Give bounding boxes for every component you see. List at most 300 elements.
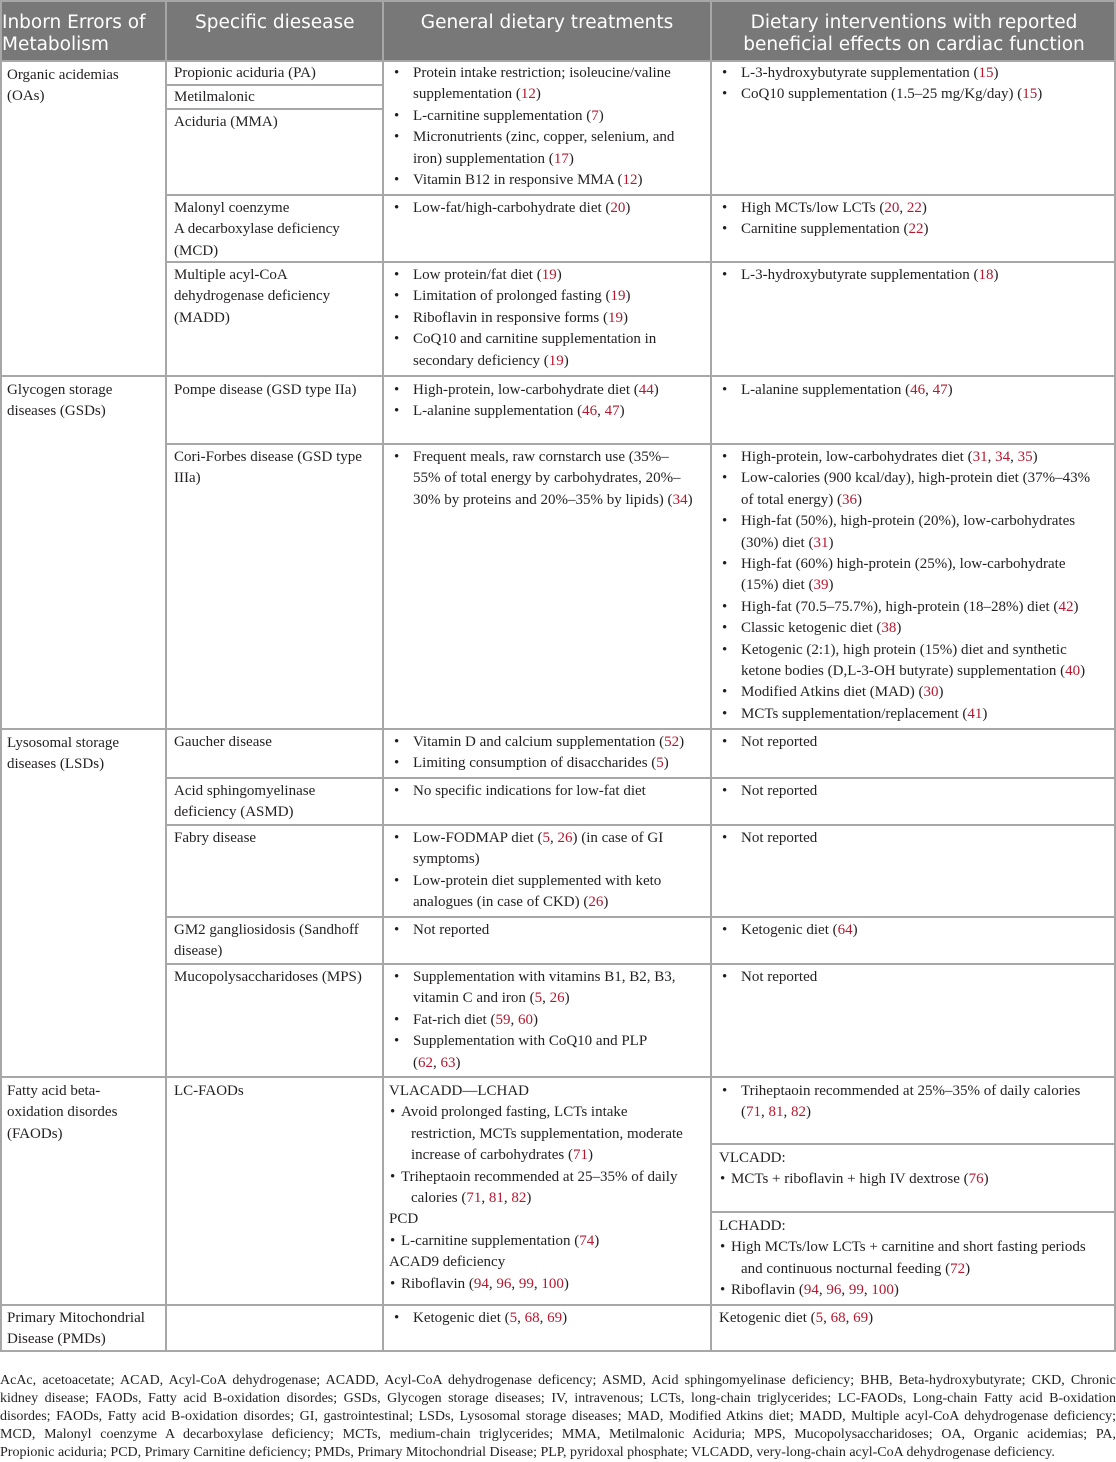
text-run: ) bbox=[563, 352, 569, 369]
reference-link[interactable]: 38 bbox=[881, 620, 897, 637]
text-run: ) bbox=[806, 1104, 811, 1121]
bullet-icon: • bbox=[394, 1011, 400, 1028]
disease-name bbox=[174, 308, 230, 329]
cardiac-intervention-item bbox=[741, 447, 1038, 468]
cardiac-intervention-item-heading bbox=[719, 1216, 786, 1237]
text-run: ) bbox=[663, 755, 669, 772]
text-run: ) bbox=[896, 620, 902, 637]
text-run: , bbox=[597, 403, 605, 420]
text-run: ) bbox=[687, 491, 693, 508]
cardiac-intervention-item bbox=[719, 1308, 873, 1329]
text-run: , bbox=[542, 990, 550, 1007]
disease-name bbox=[174, 1081, 244, 1102]
grid-line bbox=[165, 443, 1116, 445]
group-name bbox=[7, 86, 45, 107]
text-run: ) bbox=[594, 1232, 600, 1249]
general-treatment-item bbox=[413, 1308, 567, 1329]
text-run: , bbox=[517, 1310, 525, 1326]
header-line: beneficial effects on cardiac function bbox=[743, 34, 1085, 55]
disease-name bbox=[174, 828, 256, 849]
general-treatment-item-heading bbox=[389, 1252, 505, 1273]
grid-line bbox=[0, 1076, 1116, 1078]
footnote-line: disordes; FAODs, Fatty acid B-oxidation disordes; GI, gastrointestinal; LSDs, Lysosomal storage diseases; MAD, Modified Atkins diet; MADD, Multiple acyl-CoA dehydrogenase deficiency; bbox=[0, 1409, 1116, 1424]
bullet-icon: • bbox=[722, 200, 728, 216]
grid-line bbox=[0, 1350, 1116, 1352]
grid-line bbox=[165, 777, 1116, 779]
text-run: ( bbox=[413, 1054, 418, 1071]
bullet-icon: • bbox=[394, 200, 400, 216]
text-run: Low-fat/high-carbohydrate diet ( bbox=[413, 200, 611, 216]
header-specific-disease bbox=[167, 12, 385, 34]
grid-line bbox=[0, 0, 2, 1352]
bullet-icon: • bbox=[394, 267, 400, 283]
text-run: analogues (in case of CKD) ( bbox=[413, 894, 589, 911]
text-run: High MCTs/low LCTs ( bbox=[741, 200, 885, 216]
text-run: GM2 gangliosidosis (Sandhoff bbox=[174, 922, 359, 938]
cardiac-intervention-item bbox=[741, 198, 927, 219]
text-run: , bbox=[481, 1190, 489, 1206]
bullet-icon: • bbox=[394, 734, 400, 750]
text-run: ) bbox=[1037, 86, 1043, 103]
reference-link[interactable]: 99 bbox=[518, 1275, 534, 1292]
general-treatment-item bbox=[413, 920, 489, 941]
general-treatment-item bbox=[411, 1145, 593, 1166]
reference-link[interactable]: 5 bbox=[815, 1310, 824, 1326]
text-run: , bbox=[823, 1310, 831, 1326]
reference-link[interactable]: 68 bbox=[830, 1310, 846, 1326]
text-run: Metilmalonic bbox=[174, 89, 255, 105]
reference-link[interactable]: 47 bbox=[604, 403, 620, 420]
cardiac-intervention-item bbox=[741, 828, 817, 849]
reference-link[interactable]: 46 bbox=[582, 403, 598, 420]
text-run: , bbox=[511, 1275, 519, 1292]
reference-link[interactable]: 47 bbox=[932, 382, 948, 398]
text-run: deficiency (ASMD) bbox=[174, 804, 294, 821]
bullet-icon: • bbox=[394, 288, 400, 305]
general-treatment-item bbox=[401, 1231, 599, 1252]
bullet-icon: • bbox=[722, 221, 728, 238]
text-run: Disease (PMDs) bbox=[7, 1331, 106, 1348]
bullet-icon: • bbox=[722, 969, 728, 985]
bullet-icon: • bbox=[722, 65, 728, 81]
text-run: Avoid prolonged fasting, LCTs intake bbox=[401, 1104, 628, 1121]
group-name bbox=[7, 65, 119, 86]
text-run: Fat-rich diet ( bbox=[413, 1011, 496, 1028]
text-run: IIIa) bbox=[174, 470, 201, 487]
general-treatment-item bbox=[413, 1010, 538, 1031]
text-run: ) bbox=[625, 288, 631, 305]
bullet-icon: • bbox=[722, 267, 728, 283]
reference-link[interactable]: 46 bbox=[910, 382, 926, 398]
cardiac-intervention-item bbox=[741, 554, 1065, 575]
text-run: Fabry disease bbox=[174, 830, 257, 846]
reference-link[interactable]: 22 bbox=[908, 221, 924, 238]
text-run: Micronutrients (zinc, copper, selenium, and bbox=[413, 129, 675, 146]
text-run: Organic acidemias bbox=[7, 67, 119, 83]
reference-link[interactable]: 36 bbox=[841, 491, 857, 508]
reference-link[interactable]: 39 bbox=[813, 577, 829, 594]
grid-line bbox=[0, 0, 1116, 2]
cardiac-intervention-item bbox=[741, 682, 943, 703]
general-treatment-item-heading bbox=[389, 1209, 418, 1230]
reference-link[interactable]: 44 bbox=[638, 382, 654, 398]
reference-link[interactable]: 94 bbox=[473, 1275, 489, 1292]
cardiac-intervention-item bbox=[741, 533, 833, 554]
cardiac-intervention-item bbox=[741, 967, 817, 988]
text-run: diseases (GSDs) bbox=[7, 403, 106, 420]
general-treatment-item bbox=[413, 329, 656, 350]
disease-name bbox=[174, 241, 218, 262]
bullet-icon: • bbox=[394, 129, 400, 146]
cardiac-intervention-item bbox=[741, 1259, 970, 1280]
reference-link[interactable]: 26 bbox=[549, 990, 565, 1007]
bullet-icon: • bbox=[394, 922, 400, 938]
general-treatment-item bbox=[413, 401, 625, 422]
reference-link[interactable]: 81 bbox=[488, 1190, 504, 1206]
text-run: ) bbox=[828, 534, 834, 551]
reference-link[interactable]: 26 bbox=[588, 894, 604, 911]
text-run: LCHADD: bbox=[719, 1218, 786, 1234]
header-line: Dietary interventions with reported bbox=[750, 12, 1078, 33]
cardiac-intervention-item bbox=[741, 781, 817, 802]
general-treatment-item bbox=[413, 380, 659, 401]
text-run: Malonyl coenzyme bbox=[174, 200, 290, 216]
disease-name bbox=[174, 87, 255, 108]
grid-line bbox=[165, 916, 1116, 918]
text-run: , bbox=[841, 1282, 849, 1299]
text-run: , bbox=[987, 449, 996, 465]
text-run: (OAs) bbox=[7, 88, 45, 105]
general-treatment-item bbox=[413, 871, 661, 892]
reference-link[interactable]: 20 bbox=[884, 200, 900, 216]
disease-name bbox=[174, 967, 362, 988]
reference-link[interactable]: 82 bbox=[511, 1190, 527, 1206]
text-run: L-alanine supplementation ( bbox=[741, 382, 911, 398]
group-name bbox=[7, 401, 106, 422]
text-run: supplementation ( bbox=[413, 86, 521, 103]
reference-link[interactable]: 18 bbox=[978, 267, 994, 283]
text-run: (15%) diet ( bbox=[741, 577, 814, 594]
reference-link[interactable]: 34 bbox=[672, 491, 688, 508]
reference-link[interactable]: 31 bbox=[972, 449, 988, 465]
text-run: Low-protein diet supplemented with keto bbox=[413, 872, 662, 889]
text-run: Not reported bbox=[413, 922, 490, 938]
group-name bbox=[7, 1329, 106, 1350]
header-general-treatments bbox=[382, 12, 712, 34]
text-run: ) bbox=[535, 86, 541, 103]
disease-name bbox=[174, 219, 340, 240]
text-run: Glycogen storage bbox=[7, 382, 113, 398]
text-run: , bbox=[539, 1310, 548, 1326]
header-line: Inborn Errors of bbox=[2, 12, 146, 33]
text-run: ) bbox=[653, 382, 659, 398]
text-run: Ketogenic diet ( bbox=[413, 1310, 510, 1326]
text-run: ) bbox=[993, 267, 999, 283]
reference-link[interactable]: 82 bbox=[791, 1104, 806, 1121]
general-treatment-item bbox=[413, 308, 628, 329]
text-run: Modified Atkins diet (MAD) ( bbox=[741, 684, 924, 701]
text-run: High-protein, low-carbohydrates diet ( bbox=[741, 449, 973, 465]
reference-link[interactable]: 64 bbox=[837, 922, 853, 938]
text-run: A decarboxylase deficiency bbox=[174, 221, 340, 238]
reference-link[interactable]: 30 bbox=[923, 684, 939, 701]
reference-link[interactable]: 76 bbox=[968, 1171, 984, 1188]
text-run: ( bbox=[741, 1104, 746, 1121]
text-run: , bbox=[503, 1190, 512, 1206]
disease-name bbox=[174, 198, 289, 219]
general-treatment-item bbox=[411, 1124, 683, 1145]
bullet-icon: • bbox=[722, 620, 728, 637]
text-run: diseases (LSDs) bbox=[7, 756, 105, 773]
text-run: CoQ10 supplementation (1.5–25 mg/Kg/day) ( bbox=[741, 86, 1023, 103]
reference-link[interactable]: 69 bbox=[547, 1310, 563, 1326]
text-run: Primary Mitochondrial bbox=[7, 1310, 145, 1326]
text-run: Not reported bbox=[741, 734, 818, 750]
text-run: L-3-hydroxybutyrate supplementation ( bbox=[741, 65, 979, 81]
reference-link[interactable]: 34 bbox=[995, 449, 1011, 465]
text-run: , bbox=[433, 1054, 441, 1071]
text-run: CoQ10 and carnitine supplementation in bbox=[413, 331, 657, 348]
bullet-icon: • bbox=[722, 783, 728, 799]
text-run: , bbox=[899, 200, 907, 216]
reference-link[interactable]: 74 bbox=[579, 1232, 595, 1249]
grid-line bbox=[165, 824, 1116, 826]
text-run: L-3-hydroxybutyrate supplementation ( bbox=[741, 267, 979, 283]
text-run: MCTs supplementation/replacement ( bbox=[741, 705, 968, 722]
text-run: Supplementation with vitamins B1, B2, B3, bbox=[413, 969, 676, 985]
general-treatment-item bbox=[413, 1053, 461, 1074]
text-run: Cori-Forbes disease (GSD type bbox=[174, 449, 362, 465]
text-run: Aciduria (MMA) bbox=[174, 114, 278, 130]
text-run: , bbox=[761, 1104, 769, 1121]
cardiac-intervention-item bbox=[741, 511, 1075, 532]
text-run: Limiting consumption of disaccharides ( bbox=[413, 755, 657, 772]
reference-link[interactable]: 19 bbox=[607, 309, 623, 326]
text-run: of total energy) ( bbox=[741, 491, 842, 508]
text-run: L-carnitine supplementation ( bbox=[413, 107, 592, 124]
text-run: ) bbox=[679, 734, 685, 750]
cardiac-intervention-item bbox=[741, 380, 953, 401]
general-treatment-item bbox=[413, 351, 569, 372]
text-run: , bbox=[488, 1275, 497, 1292]
reference-link[interactable]: 100 bbox=[871, 1282, 894, 1299]
group-name bbox=[7, 754, 104, 775]
reference-link[interactable]: 5 bbox=[534, 990, 543, 1007]
text-run: Limitation of prolonged fasting ( bbox=[413, 288, 611, 305]
cardiac-intervention-item bbox=[741, 597, 1078, 618]
reference-link[interactable]: 12 bbox=[520, 86, 536, 103]
disease-name bbox=[174, 63, 316, 84]
reference-link[interactable]: 72 bbox=[950, 1260, 966, 1277]
disease-name bbox=[174, 781, 315, 802]
reference-link[interactable]: 5 bbox=[656, 755, 664, 772]
reference-link[interactable]: 22 bbox=[906, 200, 922, 216]
cardiac-intervention-item bbox=[741, 490, 862, 511]
text-run: oxidation disordes bbox=[7, 1104, 118, 1121]
general-treatment-item bbox=[413, 149, 574, 170]
disease-name bbox=[174, 920, 359, 941]
text-run: ) bbox=[938, 684, 944, 701]
reference-link[interactable]: 12 bbox=[622, 172, 638, 188]
text-run: Propionic aciduria (PA) bbox=[174, 65, 316, 81]
general-treatment-item bbox=[401, 1274, 569, 1295]
reference-link[interactable]: 94 bbox=[803, 1282, 819, 1299]
text-run: ) bbox=[622, 309, 628, 326]
reference-link[interactable]: 100 bbox=[541, 1275, 564, 1292]
text-run: (FAODs) bbox=[7, 1125, 63, 1142]
bullet-icon: • bbox=[722, 556, 728, 572]
text-run: Low protein/fat diet ( bbox=[413, 267, 542, 283]
cardiac-intervention-item bbox=[741, 63, 998, 84]
text-run: ) bbox=[921, 200, 927, 216]
general-treatment-item bbox=[413, 170, 643, 191]
reference-link[interactable]: 15 bbox=[978, 65, 994, 81]
text-run: High-fat (60%) high-protein (25%), low-carbohydrate bbox=[741, 556, 1066, 572]
reference-link[interactable]: 71 bbox=[466, 1190, 482, 1206]
general-treatment-item bbox=[413, 753, 669, 774]
general-treatment-item bbox=[401, 1167, 677, 1188]
reference-link[interactable]: 60 bbox=[517, 1011, 533, 1028]
grid-line bbox=[382, 0, 384, 1352]
bullet-icon: • bbox=[394, 331, 400, 348]
text-run: MCTs + riboflavin + high IV dextrose ( bbox=[731, 1171, 969, 1188]
text-run: ) bbox=[568, 150, 574, 167]
header-cardiac-interventions bbox=[712, 12, 1116, 56]
grid-line bbox=[710, 1143, 1116, 1145]
text-run: Ketogenic diet ( bbox=[741, 922, 838, 938]
footnote-line: kidney disease; FAODs, Fatty acid B-oxidation disordes; GSDs, Glycogen storage diseases; IV, intravenous; LCTs, long-chain triglycerides; LC-FAODs, Long-chain Fatty acid B-oxidation bbox=[0, 1391, 1116, 1406]
text-run: Protein intake restriction; isoleucine/valine bbox=[413, 65, 671, 81]
reference-link[interactable]: 17 bbox=[553, 150, 569, 167]
text-run: ) bbox=[625, 200, 631, 216]
reference-link[interactable]: 42 bbox=[1058, 598, 1074, 615]
reference-link[interactable]: 7 bbox=[591, 107, 599, 124]
reference-link[interactable]: 19 bbox=[541, 267, 557, 283]
reference-link[interactable]: 96 bbox=[826, 1282, 842, 1299]
text-run: Vitamin D and calcium supplementation ( bbox=[413, 734, 665, 750]
grid-line bbox=[0, 1304, 1116, 1306]
text-run: , bbox=[845, 1310, 854, 1326]
group-name bbox=[7, 1081, 100, 1102]
bullet-icon: • bbox=[394, 382, 400, 398]
reference-link[interactable]: 5 bbox=[542, 830, 550, 846]
general-treatment-item bbox=[413, 490, 693, 511]
footnote-line: AcAc, acetoacetate; ACAD, Acyl-CoA dehydrogenase; ACADD, Acyl-CoA dehydrogenase deficency; ASMD, Acid sphingomyelinase deficiency; BHB, Beta-hydroxybutyrate; CKD, Chronic bbox=[0, 1373, 1116, 1388]
text-run: symptoms) bbox=[413, 851, 480, 868]
group-name bbox=[7, 1308, 145, 1329]
cardiac-intervention-item bbox=[741, 920, 858, 941]
reference-link[interactable]: 40 bbox=[1065, 663, 1081, 679]
text-run: ) bbox=[562, 1310, 568, 1326]
bullet-icon: • bbox=[722, 1083, 728, 1099]
disease-name bbox=[174, 286, 330, 307]
cardiac-intervention-item bbox=[741, 265, 998, 286]
bullet-icon: • bbox=[720, 1171, 726, 1188]
text-run: No specific indications for low-fat diet bbox=[413, 783, 646, 799]
reference-link[interactable]: 31 bbox=[813, 534, 829, 551]
text-run: ) bbox=[588, 1147, 593, 1164]
text-run: Ketogenic (2:1), high protein (15%) diet and synthetic bbox=[741, 641, 1067, 658]
text-run: 30% by proteins and 20%–35% by lipids) ( bbox=[413, 491, 673, 508]
text-run: Riboflavin in responsive forms ( bbox=[413, 309, 608, 326]
text-run: 55% of total energy by carbohydrates, 20%– bbox=[413, 470, 681, 487]
reference-link[interactable]: 19 bbox=[548, 352, 564, 369]
reference-link[interactable]: 71 bbox=[573, 1147, 588, 1164]
text-run: (MCD) bbox=[174, 242, 219, 259]
reference-link[interactable]: 5 bbox=[509, 1310, 518, 1326]
bullet-icon: • bbox=[722, 684, 728, 701]
reference-link[interactable]: 71 bbox=[746, 1104, 761, 1121]
text-run: and continuous nocturnal feeding ( bbox=[741, 1260, 951, 1277]
text-run: , bbox=[925, 382, 933, 398]
reference-link[interactable]: 59 bbox=[495, 1011, 511, 1028]
header-inborn-errors bbox=[0, 12, 167, 56]
text-run: ) bbox=[637, 172, 643, 188]
reference-link[interactable]: 62 bbox=[418, 1054, 433, 1071]
text-run: ) bbox=[564, 990, 570, 1007]
text-run: , bbox=[533, 1275, 542, 1292]
group-name bbox=[7, 380, 112, 401]
general-treatment-item bbox=[411, 1188, 531, 1209]
general-treatment-item bbox=[413, 468, 681, 489]
reference-link[interactable]: 68 bbox=[524, 1310, 540, 1326]
reference-link[interactable]: 35 bbox=[1017, 449, 1033, 465]
disease-name bbox=[174, 732, 272, 753]
reference-link[interactable]: 20 bbox=[610, 200, 626, 216]
reference-link[interactable]: 26 bbox=[557, 830, 573, 846]
text-run: ) bbox=[868, 1310, 874, 1326]
text-run: ) bbox=[563, 1275, 569, 1292]
bullet-icon: • bbox=[722, 922, 728, 938]
disease-name bbox=[174, 265, 288, 286]
cardiac-intervention-item bbox=[741, 618, 901, 639]
text-run: ) bbox=[532, 1011, 538, 1028]
cardiac-intervention-item bbox=[731, 1169, 989, 1190]
bullet-icon: • bbox=[394, 107, 400, 124]
grid-line bbox=[165, 0, 167, 1352]
reference-link[interactable]: 96 bbox=[496, 1275, 512, 1292]
text-run: Not reported bbox=[741, 830, 818, 846]
reference-link[interactable]: 81 bbox=[768, 1104, 784, 1121]
header-line: Specific diesease bbox=[195, 12, 355, 33]
text-run: ) bbox=[526, 1190, 532, 1206]
grid-line bbox=[0, 728, 1116, 730]
text-run: LC-FAODs bbox=[174, 1083, 244, 1099]
reference-link[interactable]: 15 bbox=[1022, 86, 1038, 103]
reference-link[interactable]: 41 bbox=[967, 705, 983, 722]
cardiac-intervention-item bbox=[741, 1102, 811, 1123]
bullet-icon: • bbox=[722, 86, 728, 103]
general-treatment-item bbox=[413, 286, 630, 307]
text-run: High-fat (70.5–75.7%), high-protein (18–28%) diet ( bbox=[741, 598, 1059, 615]
reference-link[interactable]: 19 bbox=[610, 288, 626, 305]
reference-link[interactable]: 52 bbox=[664, 734, 680, 750]
text-run: Triheptaoin recommended at 25–35% of daily bbox=[401, 1168, 678, 1185]
bullet-icon: • bbox=[394, 755, 400, 772]
reference-link[interactable]: 63 bbox=[440, 1054, 456, 1071]
disease-name bbox=[174, 802, 294, 823]
general-treatment-item bbox=[413, 781, 646, 802]
text-run: ) bbox=[856, 491, 862, 508]
bullet-icon: • bbox=[394, 1310, 400, 1326]
text-run: calories ( bbox=[411, 1190, 467, 1206]
text-run: ) bbox=[983, 1171, 989, 1188]
text-run: PCD bbox=[389, 1211, 419, 1228]
reference-link[interactable]: 69 bbox=[853, 1310, 869, 1326]
text-run: ) bbox=[965, 1260, 971, 1277]
text-run: VLCADD: bbox=[719, 1150, 786, 1166]
reference-link[interactable]: 99 bbox=[848, 1282, 864, 1299]
